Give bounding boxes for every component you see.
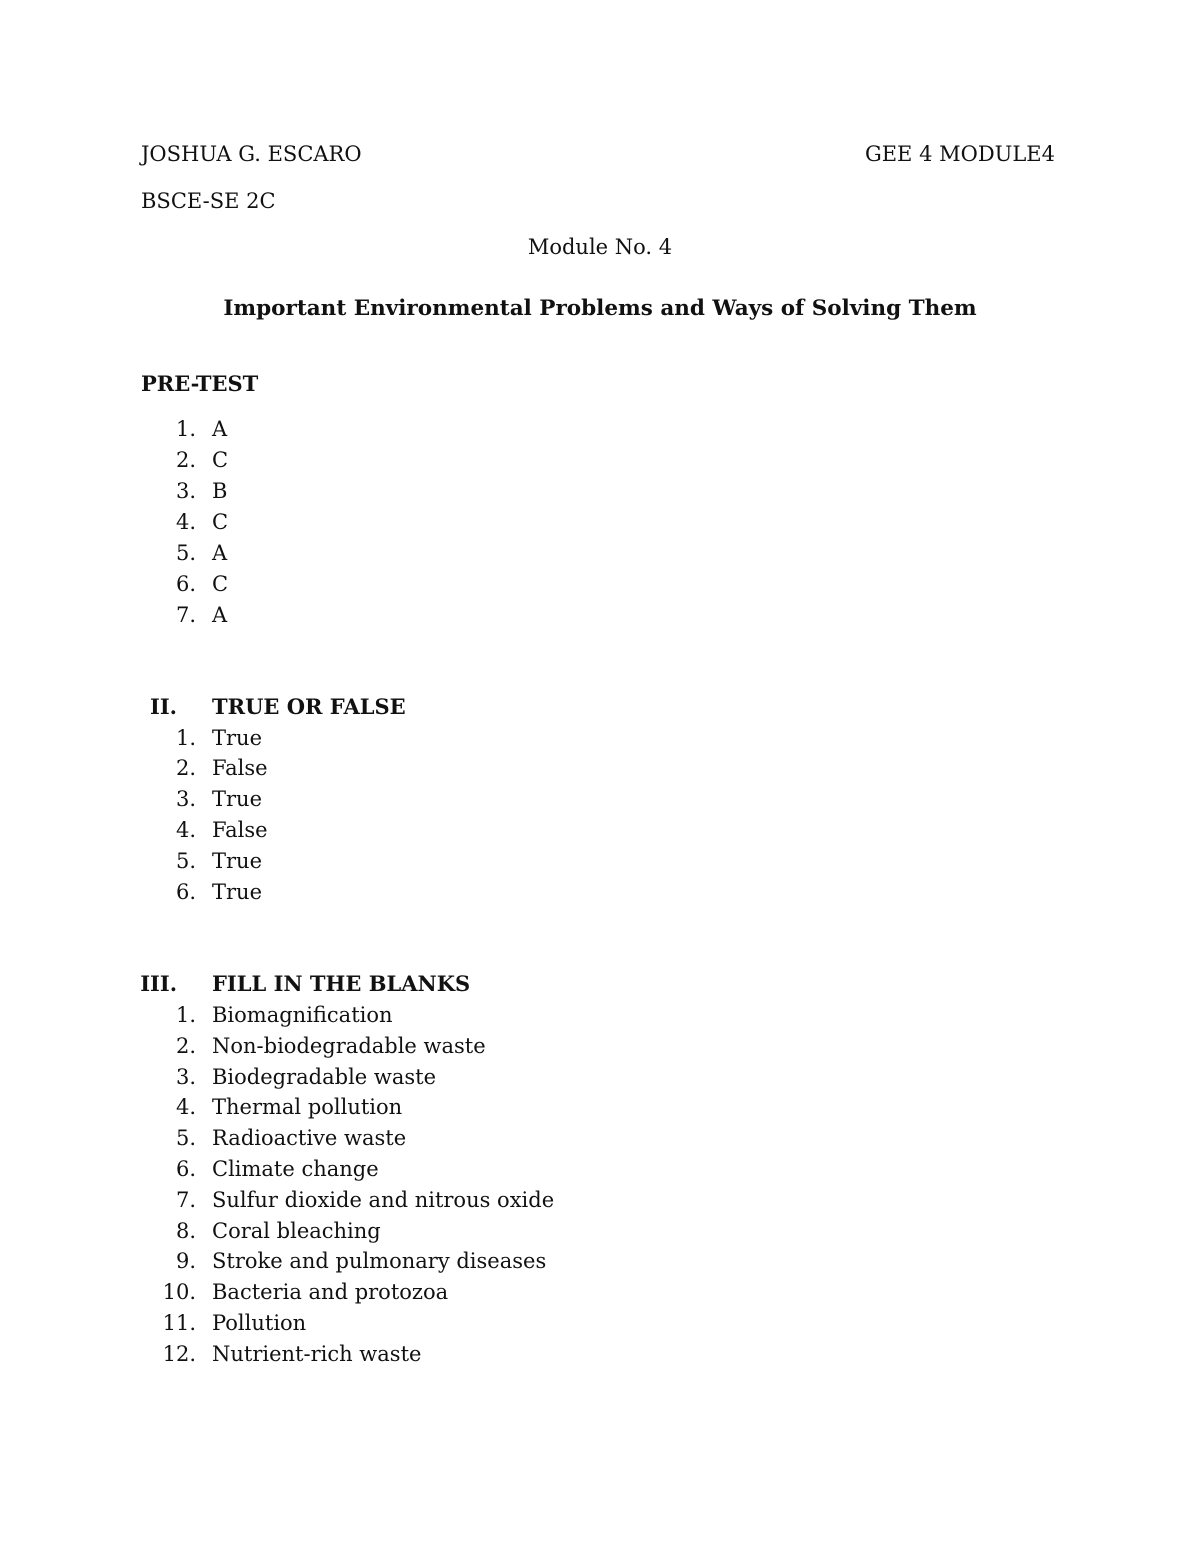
item-number: 9. <box>175 1249 196 1273</box>
item-number: 5. <box>175 849 196 873</box>
item-number: 12. <box>162 1342 196 1366</box>
item-number: 11. <box>162 1311 196 1335</box>
list-item <box>0 1034 700 1064</box>
list-item <box>0 1065 700 1095</box>
item-answer: A <box>212 417 228 441</box>
fill-blanks-heading <box>0 971 700 1001</box>
pretest-heading: PRE-TEST <box>141 371 259 396</box>
list-item <box>0 603 700 633</box>
item-number: 2. <box>175 448 196 472</box>
item-answer: Climate change <box>212 1157 379 1181</box>
item-answer: Radioactive waste <box>212 1126 407 1150</box>
list-item <box>0 479 700 509</box>
item-number: 4. <box>175 818 196 842</box>
item-number: 1. <box>175 1003 196 1027</box>
section-title: TRUE OR FALSE <box>212 694 406 719</box>
item-answer: Coral bleaching <box>212 1219 381 1243</box>
list-item <box>0 787 700 817</box>
item-number: 2. <box>175 756 196 780</box>
section-label: BSCE-SE 2C <box>141 189 276 213</box>
item-number: 6. <box>175 572 196 596</box>
item-number: 4. <box>175 510 196 534</box>
list-item <box>0 1157 700 1187</box>
item-answer: C <box>212 448 229 472</box>
item-answer: True <box>212 880 262 904</box>
item-number: 7. <box>175 1188 196 1212</box>
list-item <box>0 448 700 478</box>
item-answer: Biomagnification <box>212 1003 393 1027</box>
item-answer: Pollution <box>212 1311 307 1335</box>
list-item <box>0 510 700 540</box>
list-item <box>0 1311 700 1341</box>
item-number: 6. <box>175 880 196 904</box>
item-answer: True <box>212 726 262 750</box>
list-item <box>0 849 700 879</box>
list-item <box>0 1249 700 1279</box>
item-number: 8. <box>175 1219 196 1243</box>
item-answer: Biodegradable waste <box>212 1065 437 1089</box>
list-item <box>0 818 700 848</box>
list-item <box>0 1280 700 1310</box>
item-answer: Non-biodegradable waste <box>212 1034 486 1058</box>
item-number: 10. <box>162 1280 196 1304</box>
item-number: 2. <box>175 1034 196 1058</box>
item-answer: A <box>212 603 228 627</box>
list-item <box>0 1219 700 1249</box>
item-answer: Sulfur dioxide and nitrous oxide <box>212 1188 555 1212</box>
item-answer: True <box>212 849 262 873</box>
list-item <box>0 541 700 571</box>
list-item <box>0 1126 700 1156</box>
document-title: Important Environmental Problems and Ways of Solving Them <box>223 296 977 321</box>
list-item <box>0 572 700 602</box>
list-item <box>0 1188 700 1218</box>
item-answer: A <box>212 541 228 565</box>
item-number: 1. <box>175 417 196 441</box>
list-item <box>0 880 700 910</box>
item-number: 6. <box>175 1157 196 1181</box>
item-number: 3. <box>175 479 196 503</box>
true-false-heading <box>0 694 700 724</box>
section-roman-numeral: II. <box>150 694 177 719</box>
item-answer: Thermal pollution <box>212 1095 403 1119</box>
item-answer: Nutrient-rich waste <box>212 1342 422 1366</box>
list-item <box>0 1095 700 1125</box>
item-number: 7. <box>175 603 196 627</box>
student-name: JOSHUA G. ESCARO <box>141 142 362 166</box>
item-answer: Stroke and pulmonary diseases <box>212 1249 547 1273</box>
section-roman-numeral: III. <box>140 971 177 996</box>
item-answer: B <box>212 479 228 503</box>
item-number: 5. <box>175 1126 196 1150</box>
list-item <box>0 417 700 447</box>
course-code: GEE 4 MODULE4 <box>864 142 1055 166</box>
item-number: 3. <box>175 787 196 811</box>
section-title: FILL IN THE BLANKS <box>212 971 471 996</box>
list-item <box>0 756 700 786</box>
item-number: 3. <box>175 1065 196 1089</box>
list-item <box>0 1342 700 1372</box>
module-number: Module No. 4 <box>527 235 673 259</box>
item-answer: Bacteria and protozoa <box>212 1280 449 1304</box>
item-answer: True <box>212 787 262 811</box>
item-answer: False <box>212 756 268 780</box>
item-answer: C <box>212 572 229 596</box>
item-number: 4. <box>175 1095 196 1119</box>
item-answer: C <box>212 510 229 534</box>
list-item <box>0 726 700 756</box>
list-item <box>0 1003 700 1033</box>
item-number: 5. <box>175 541 196 565</box>
item-number: 1. <box>175 726 196 750</box>
item-answer: False <box>212 818 268 842</box>
